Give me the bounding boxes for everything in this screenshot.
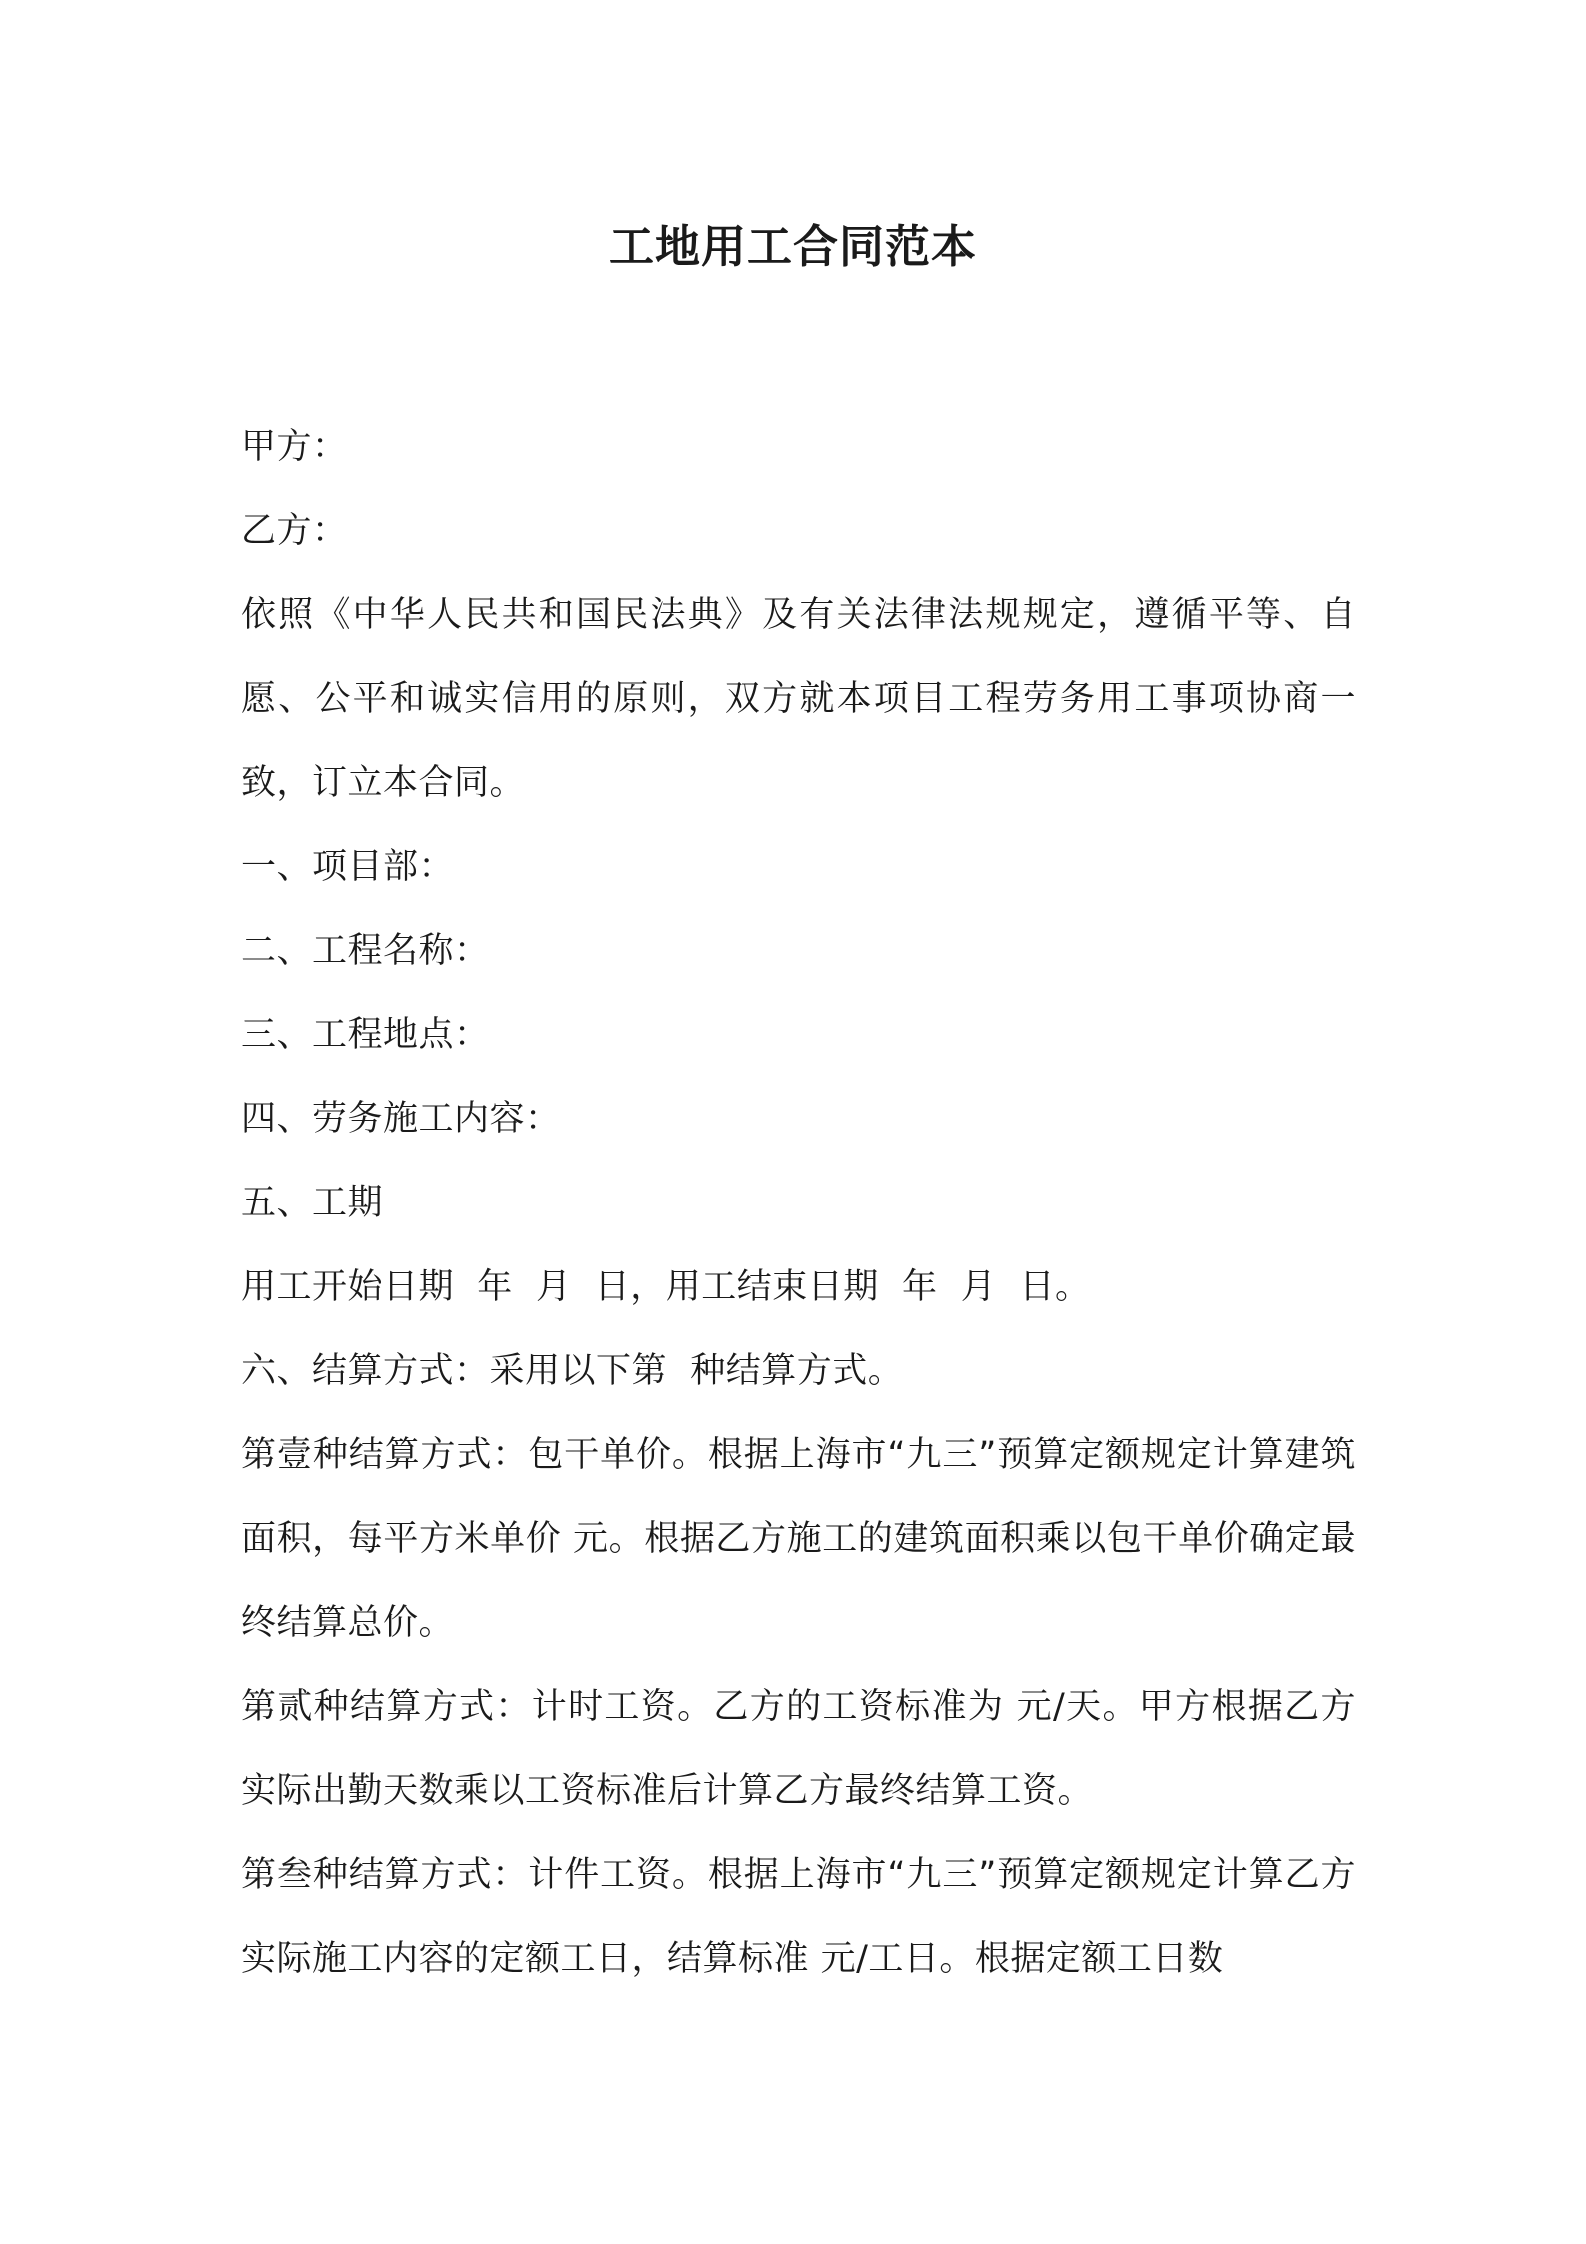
document-title: 工地用工合同范本 <box>608 220 977 273</box>
party-a-line: 甲方： <box>241 427 348 467</box>
clause-settlement-heading: 六、结算方式：采用以下第 种结算方式。 <box>241 1351 904 1391</box>
settlement-method-1: 第壹种结算方式：包干单价。根据上海市“九三”预算定额规定计算建筑面积，每平方米单价 元。根据乙方施工的建筑面积乘以包干单价确定最终结算总价。 <box>241 1435 1356 1643</box>
clause-labor-content: 四、劳务施工内容： <box>241 1099 561 1139</box>
clause-duration-heading: 五、工期 <box>241 1183 384 1223</box>
settlement-method-2: 第贰种结算方式：计时工资。乙方的工资标准为 元/天。甲方根据乙方实际出勤天数乘以工资标准后计算乙方最终结算工资。 <box>241 1687 1356 1811</box>
clause-project-department: 一、项目部： <box>241 847 455 887</box>
preamble-paragraph: 依照《中华人民共和国民法典》及有关法律法规规定，遵循平等、自愿、公平和诚实信用的原则，双方就本项目工程劳务用工事项协商一致，订立本合同。 <box>241 595 1356 803</box>
document-body <box>241 405 1356 2001</box>
clause-project-location: 三、工程地点： <box>241 1015 490 1055</box>
settlement-method-3: 第叁种结算方式：计件工资。根据上海市“九三”预算定额规定计算乙方实际施工内容的定额工日，结算标准 元/工日。根据定额工日数 <box>241 1855 1356 1979</box>
party-b-line: 乙方： <box>241 511 348 551</box>
clause-project-name: 二、工程名称： <box>241 931 490 971</box>
clause-duration-dates: 用工开始日期 年 月 日，用工结束日期 年 月 日。 <box>241 1267 1091 1307</box>
